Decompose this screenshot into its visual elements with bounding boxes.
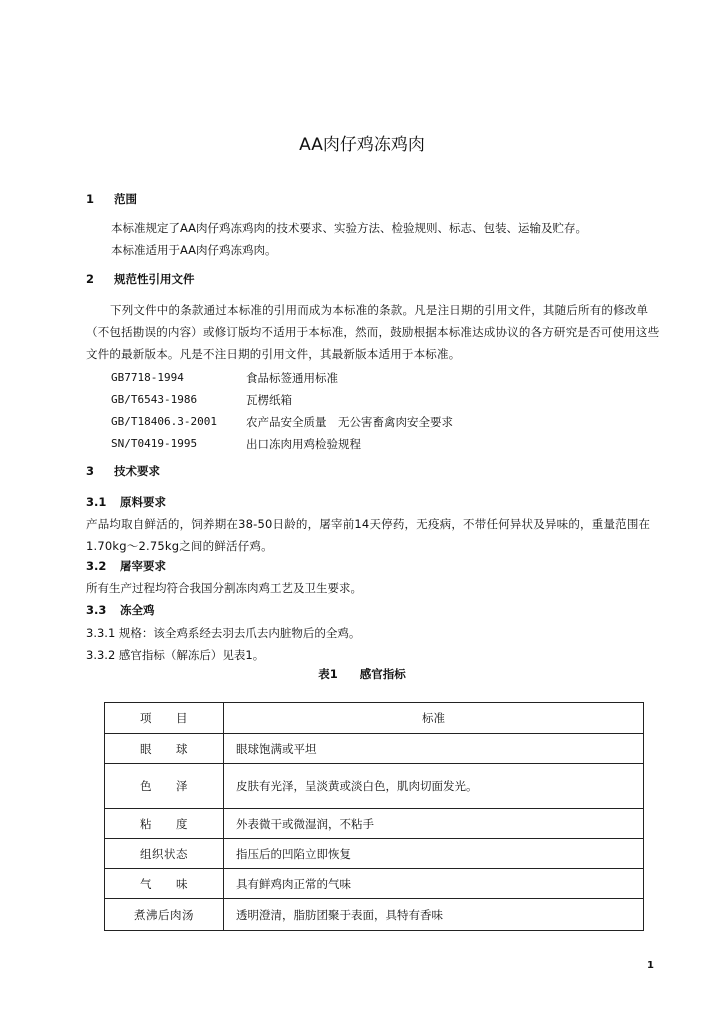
section-3-2-heading: [86, 558, 166, 574]
section-3-1-heading: [86, 494, 166, 510]
section-number: 2: [86, 272, 95, 286]
table-row: [105, 809, 644, 839]
section-number: 1: [86, 192, 95, 206]
row-standard: 外表微干或微湿润，不粘手: [224, 809, 644, 839]
section-title: 原料要求: [120, 495, 166, 509]
section-3-heading: [86, 463, 160, 479]
section-2-heading: [86, 271, 195, 287]
table-row: [105, 899, 644, 931]
row-standard: 皮肤有光泽，呈淡黄或淡白色，肌肉切面发光。: [224, 764, 644, 809]
section-1-heading: [86, 191, 137, 207]
reference-code: GB/T6543-1986: [111, 393, 198, 406]
row-item: 色 泽: [105, 764, 224, 809]
reference-code: GB/T18406.3-2001: [111, 415, 217, 428]
row-item: 煮沸后肉汤: [105, 899, 224, 931]
section-number: 3.1: [86, 495, 107, 509]
page-number: 1: [647, 960, 654, 971]
reference-name: 瓦楞纸箱: [246, 393, 292, 407]
section-number: 3.3: [86, 603, 107, 617]
table-row: [105, 839, 644, 869]
row-item: 粘 度: [105, 809, 224, 839]
section-3-3-heading: [86, 602, 155, 618]
table-row: [105, 764, 644, 809]
reference-name: 出口冻肉用鸡检验规程: [246, 437, 361, 451]
sensory-table: [104, 702, 644, 931]
row-standard: 眼球饱满或平坦: [224, 734, 644, 764]
scope-line-1: 本标准规定了AA肉仔鸡冻鸡肉的技术要求、实验方法、检验规则、标志、包装、运输及贮存。: [111, 221, 588, 235]
row-standard: 具有鲜鸡肉正常的气味: [224, 869, 644, 899]
section-title: 冻全鸡: [120, 603, 155, 617]
header-standard: 标准: [224, 703, 644, 734]
references-paragraph: 下列文件中的条款通过本标准的引用而成为本标准的条款。凡是注日期的引用文件，其随后所有的修改单（不包括勘误的内容）或修订版均不适用于本标准，然而，鼓励根据本标准达成协议的各方研究是否可使用这些文件的最新版本。凡是不注日期的引用文件，其最新版本适用于本标准。: [86, 303, 660, 361]
slaughter-paragraph: 所有生产过程均符合我国分割冻肉鸡工艺及卫生要求。: [86, 581, 362, 595]
document-title: AA肉仔鸡冻鸡肉: [299, 135, 425, 155]
raw-material-paragraph: 产品均取自鲜活的，饲养期在38-50日龄的，屠宰前14天停药，无疫病，不带任何异状及异味的，重量范围在1.70kg～2.75kg之间的鲜活仔鸡。: [86, 517, 651, 553]
scope-line-2: 本标准适用于AA肉仔鸡冻鸡肉。: [111, 243, 277, 257]
section-title: 屠宰要求: [120, 559, 166, 573]
row-standard: 指压后的凹陷立即恢复: [224, 839, 644, 869]
table-header-row: [105, 703, 644, 734]
table-row: [105, 734, 644, 764]
table-title: [0, 666, 724, 682]
row-item: 眼 球: [105, 734, 224, 764]
section-title: 技术要求: [114, 464, 160, 478]
spec-line: 3.3.1 规格：该全鸡系经去羽去爪去内脏物后的全鸡。: [86, 626, 361, 640]
reference-name: 食品标签通用标准: [246, 371, 338, 385]
row-item: 组织状态: [105, 839, 224, 869]
table-label: 表1: [318, 667, 338, 681]
reference-code: GB7718-1994: [111, 371, 184, 384]
table-row: [105, 869, 644, 899]
section-title: 规范性引用文件: [114, 272, 195, 286]
row-standard: 透明澄清，脂肪团聚于表面，具特有香味: [224, 899, 644, 931]
section-number: 3: [86, 464, 95, 478]
reference-name: 农产品安全质量 无公害畜禽肉安全要求: [246, 415, 453, 429]
row-item: 气 味: [105, 869, 224, 899]
header-item: 项 目: [105, 703, 224, 734]
sensory-ref-line: 3.3.2 感官指标（解冻后）见表1。: [86, 648, 265, 662]
section-title: 范围: [114, 192, 137, 206]
reference-code: SN/T0419-1995: [111, 437, 198, 450]
table-caption: 感官指标: [359, 667, 406, 681]
section-number: 3.2: [86, 559, 107, 573]
